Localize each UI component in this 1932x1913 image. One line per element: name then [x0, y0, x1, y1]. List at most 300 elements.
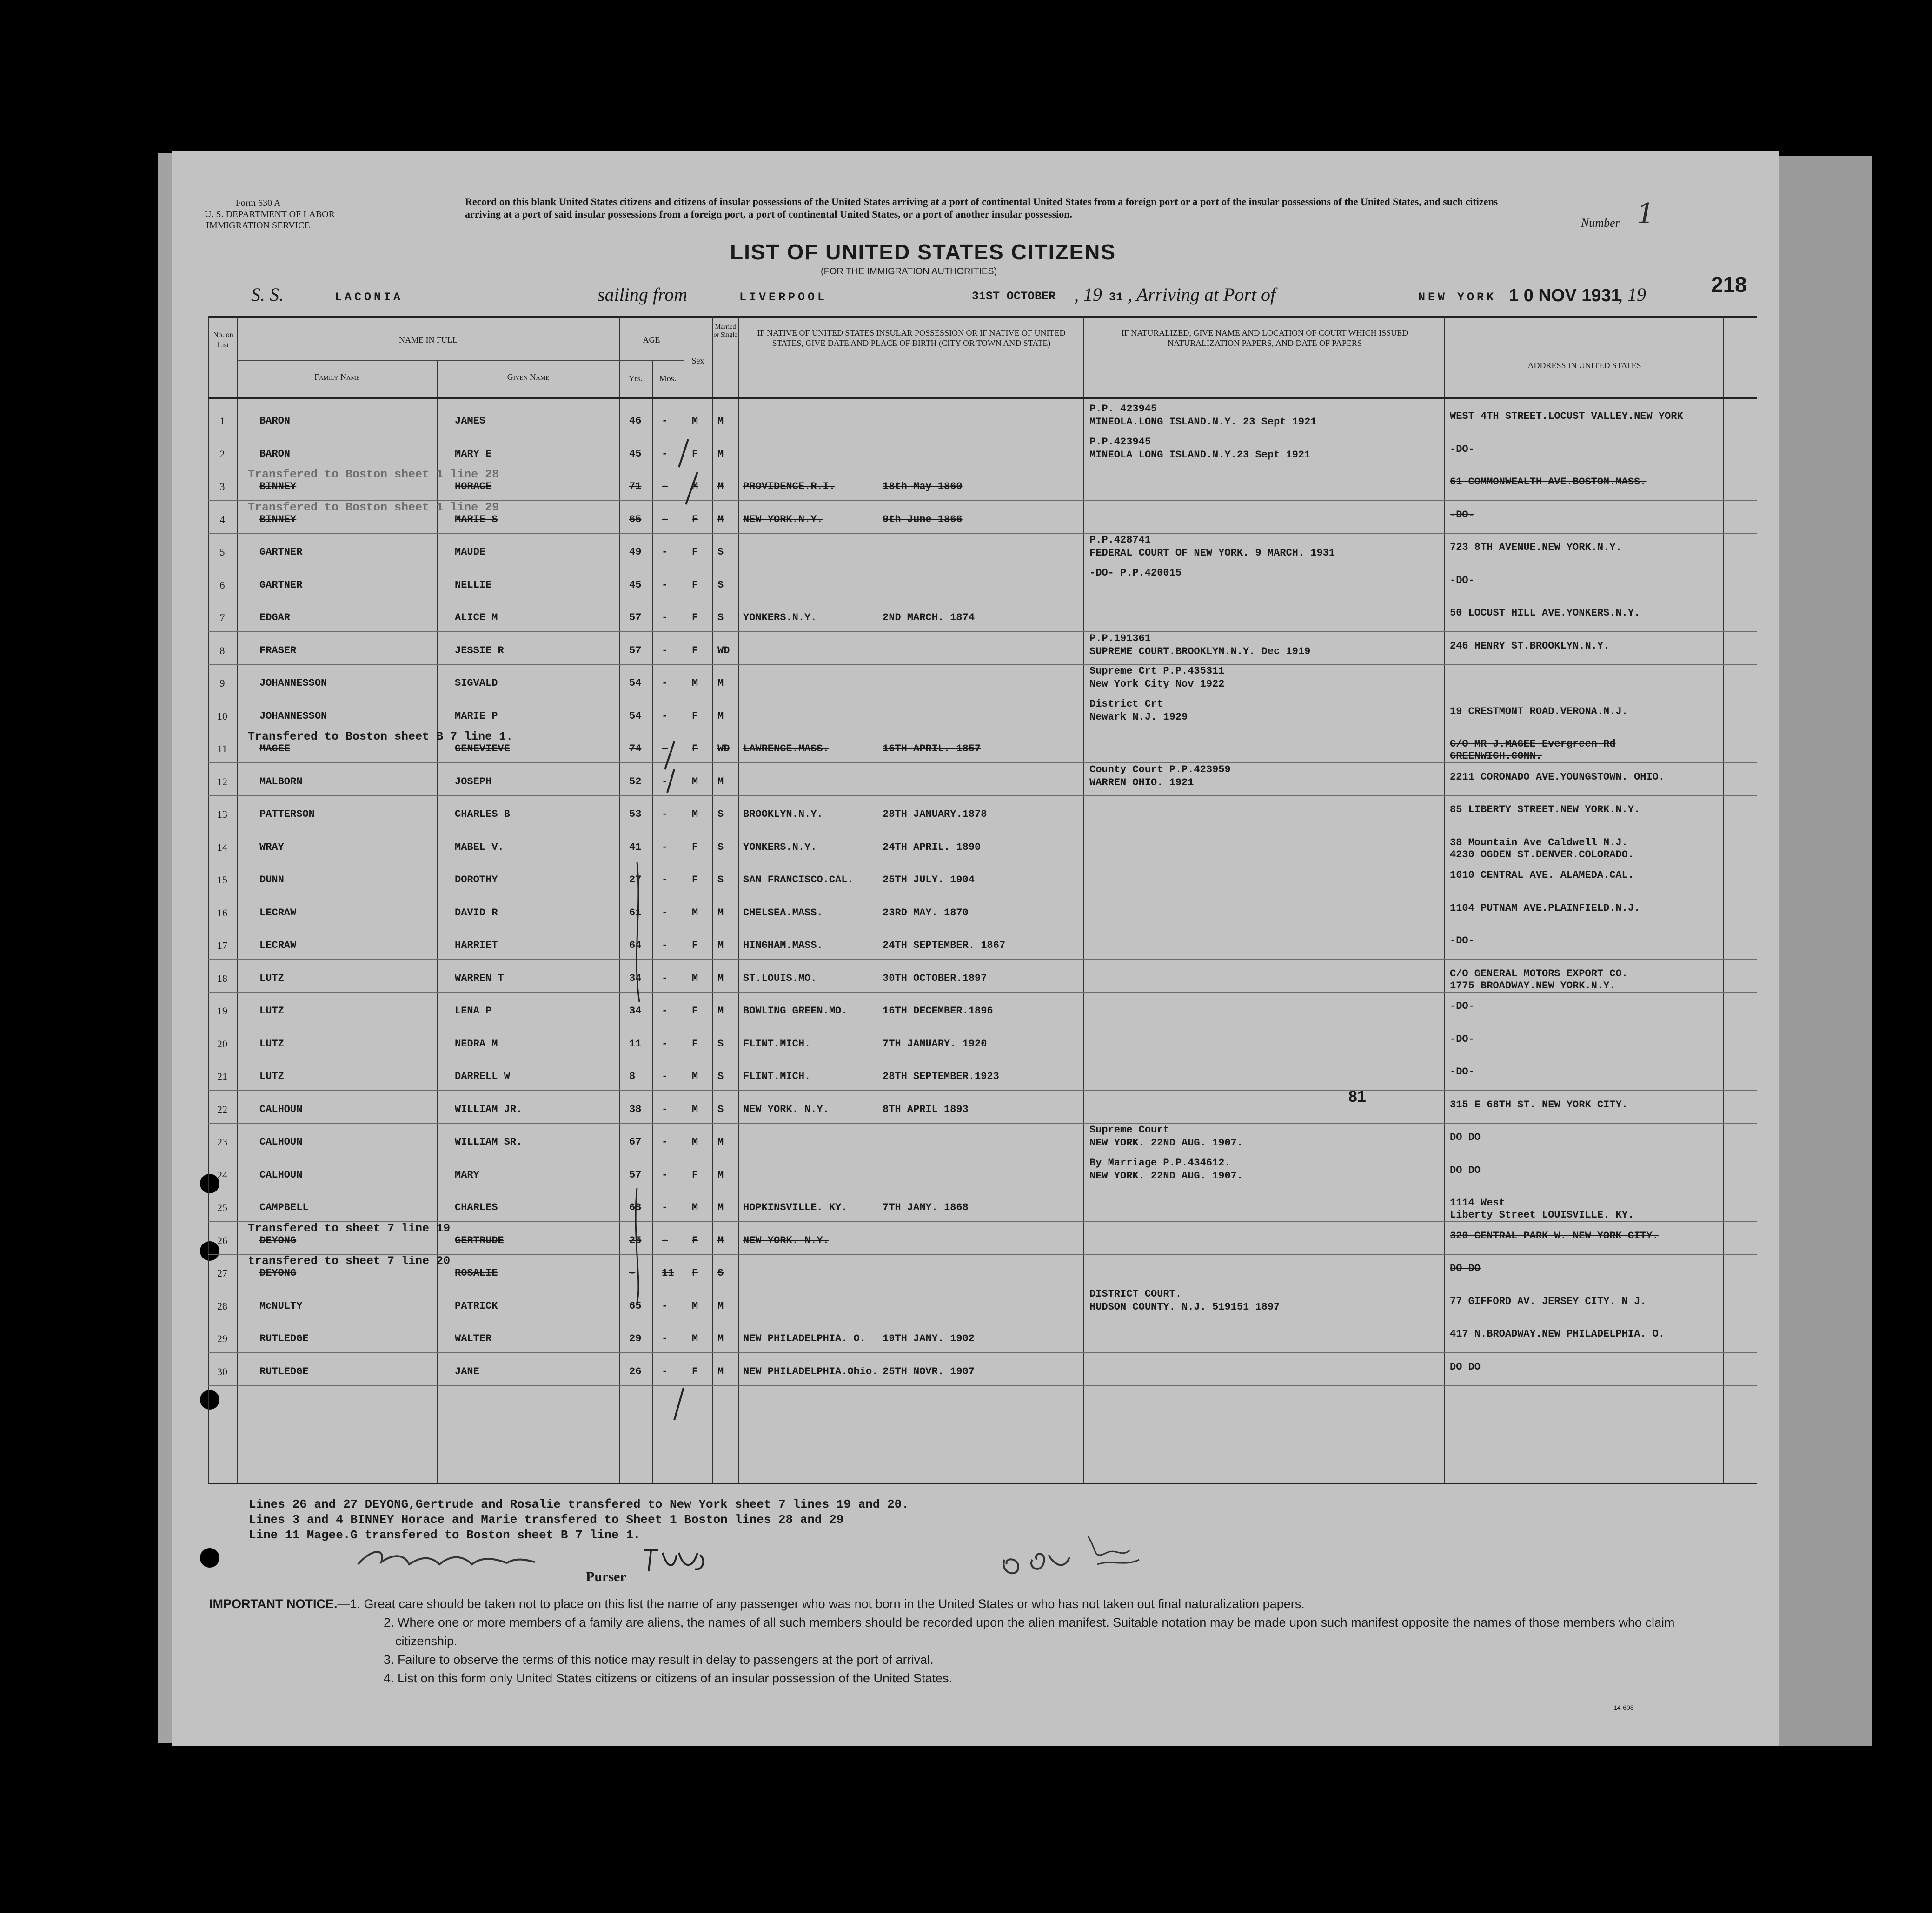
age-months: - [662, 1169, 668, 1181]
table-row [208, 861, 1757, 894]
row-number: 24 [217, 1169, 227, 1181]
birth-date: 2ND MARCH. 1874 [883, 612, 975, 623]
row-number: 6 [219, 579, 225, 591]
page-subtitle: (FOR THE IMMIGRATION AUTHORITIES) [821, 266, 997, 277]
age-years: 57 [629, 1169, 642, 1181]
arriving-label: , Arriving at Port of [1128, 284, 1276, 305]
family-name: LUTZ [259, 1038, 284, 1050]
birth-date: 25TH NOVR. 1907 [883, 1365, 975, 1377]
row-number: 26 [217, 1234, 227, 1246]
sex: F [692, 1267, 698, 1279]
col-header-yrs: Yrs. [628, 374, 643, 383]
given-name: MABEL V. [455, 841, 504, 853]
marital-status: M [717, 1365, 724, 1377]
age-months: - [662, 546, 668, 558]
age-months: - [662, 1103, 668, 1115]
age-months: - [662, 1300, 668, 1312]
col-header-birth: IF NATIVE OF UNITED STATES INSULAR POSSESSION OR IF NATIVE OF UNITED STATES, GIVE DATE AND PLACE OF BIRTH (CITY OR TOWN AND STATE) [757, 328, 1066, 348]
sex: F [692, 710, 698, 722]
age-years: - [629, 1267, 636, 1279]
given-name: JANE [455, 1365, 479, 1377]
family-name: CAMPBELL [259, 1202, 309, 1213]
given-name: CHARLES B [455, 808, 510, 820]
naturalization-line-1: DISTRICT COURT. [1089, 1288, 1182, 1300]
annotation-81: 81 [1348, 1088, 1366, 1105]
age-months: - [662, 481, 668, 492]
marital-status: S [717, 1103, 724, 1115]
transfer-note-inline: Transfered to Boston sheet B 7 line 1. [248, 730, 513, 743]
given-name: JOSEPH [455, 775, 492, 788]
row-number: 21 [217, 1071, 227, 1082]
table-row [208, 533, 1757, 566]
sex: M [692, 1103, 698, 1115]
age-years: 65 [629, 513, 642, 525]
sex: M [692, 972, 698, 984]
table-row [208, 1156, 1757, 1189]
naturalization-line-1: By Marriage P.P.434612. [1089, 1157, 1231, 1169]
row-number: 20 [217, 1038, 227, 1050]
table-row [208, 664, 1757, 697]
family-name: EDGAR [259, 612, 291, 623]
sex: F [692, 546, 698, 558]
date-sailed: 31ST OCTOBER [972, 290, 1056, 303]
birth-place: CHELSEA.MASS. [743, 907, 823, 919]
table-row [208, 697, 1757, 730]
sex: F [692, 1038, 698, 1050]
birth-place: BROOKLYN.N.Y. [743, 808, 823, 820]
family-name: RUTLEDGE [259, 1333, 309, 1344]
row-number: 7 [219, 612, 225, 623]
sex: M [692, 677, 698, 689]
age-months: - [662, 448, 668, 460]
given-name: GERTRUDE [455, 1234, 504, 1246]
sex: F [692, 874, 698, 886]
age-months: - [662, 972, 668, 984]
citizens-list-form [172, 151, 1779, 1746]
marital-status: M [717, 710, 724, 722]
address-line-1: C/O GENERAL MOTORS EXPORT CO. [1450, 967, 1628, 980]
row-number: 18 [217, 972, 227, 984]
family-name: LUTZ [259, 1005, 284, 1017]
marital-status: M [717, 1202, 724, 1213]
marital-status: S [717, 874, 724, 886]
family-name: CALHOUN [259, 1136, 303, 1148]
given-name: MAUDE [455, 546, 486, 558]
birth-date: 30TH OCTOBER.1897 [883, 972, 987, 984]
row-number: 2 [219, 448, 225, 460]
family-name: BARON [259, 448, 291, 460]
naturalization-line-2: NEW YORK. 22ND AUG. 1907. [1089, 1170, 1243, 1182]
given-name: DOROTHY [455, 874, 498, 886]
sex: F [692, 841, 698, 853]
marital-status: M [717, 1333, 724, 1344]
birth-place: BOWLING GREEN.MO. [743, 1005, 848, 1017]
address-line-1: DO DO [1450, 1361, 1481, 1373]
row-number: 1 [219, 415, 225, 427]
family-name: LECRAW [259, 940, 297, 951]
marital-status: M [717, 775, 724, 788]
naturalization-line-2: MINEOLA LONG ISLAND.N.Y.23 Sept 1921 [1089, 449, 1311, 461]
transfer-notes [249, 1497, 909, 1543]
sex: M [692, 1071, 698, 1082]
marital-status: M [717, 1169, 724, 1181]
address-line-1: 38 Mountain Ave Caldwell N.J. [1450, 836, 1628, 848]
table-row [208, 632, 1757, 665]
age-months: - [662, 1136, 668, 1148]
age-months: - [662, 1005, 668, 1017]
birth-date: 16TH DECEMBER.1896 [883, 1005, 993, 1017]
age-months: - [662, 1071, 668, 1082]
row-number: 22 [217, 1103, 227, 1115]
family-name: MALBORN [259, 775, 303, 788]
row-number: 16 [217, 907, 227, 919]
table-row [208, 992, 1757, 1025]
address-line-2: Liberty Street LOUISVILLE. KY. [1450, 1209, 1634, 1221]
port-to: NEW YORK [1418, 291, 1497, 304]
birth-place: HOPKINSVILLE. KY. [743, 1202, 848, 1213]
birth-place: HINGHAM.MASS. [743, 940, 823, 951]
service-name: IMMIGRATION SERVICE [206, 220, 310, 231]
age-years: 41 [629, 841, 642, 853]
row-number: 17 [217, 940, 227, 951]
sex: M [692, 1202, 698, 1213]
naturalization-line-1: Supreme Court [1089, 1124, 1169, 1136]
family-name: DUNN [259, 874, 284, 886]
marital-status: M [717, 1005, 724, 1017]
age-years: 34 [629, 972, 642, 984]
row-number: 29 [217, 1333, 227, 1344]
sex: M [692, 1136, 698, 1148]
family-name: BINNEY [259, 513, 297, 525]
row-number: 23 [217, 1136, 227, 1148]
given-name: MARIE P [455, 710, 498, 722]
age-months: - [662, 1333, 668, 1344]
family-name: CALHOUN [259, 1103, 303, 1115]
year-nineteen: , 19 [1618, 284, 1646, 305]
page-number-218: 218 [1711, 272, 1747, 297]
age-years: 65 [629, 1300, 642, 1312]
birth-date: 24TH SEPTEMBER. 1867 [883, 940, 1006, 951]
notice-item-3: 3. Failure to observe the terms of this notice may result in delay to passengers at the port of arrival. [384, 1653, 934, 1667]
age-years: 61 [629, 907, 642, 919]
naturalization-line-2: New York City Nov 1922 [1089, 678, 1225, 690]
age-months: - [662, 579, 668, 591]
sex: F [692, 579, 698, 591]
address-line-1: 417 N.BROADWAY.NEW PHILADELPHIA. O. [1450, 1328, 1665, 1340]
row-number: 4 [219, 513, 225, 525]
subheader-rule [237, 360, 684, 361]
given-name: HARRIET [455, 940, 498, 951]
row-number: 5 [219, 546, 225, 558]
purser-label: Purser [586, 1569, 626, 1584]
address-line-1: -DO- [1450, 1000, 1474, 1012]
address-line-1: 19 CRESTMONT ROAD.VERONA.N.J. [1450, 705, 1628, 717]
naturalization-line-2: HUDSON COUNTY. N.J. 519151 1897 [1089, 1301, 1280, 1313]
age-months: - [662, 677, 668, 689]
family-name: JOHANNESSON [259, 677, 327, 689]
age-years: 52 [629, 775, 642, 788]
marital-status: M [717, 972, 724, 984]
family-name: GARTNER [259, 546, 303, 558]
transfer-note: Lines 3 and 4 BINNEY Horace and Marie transfered to Sheet 1 Boston lines 28 and 29 [249, 1513, 844, 1527]
birth-place: LAWRENCE.MASS. [743, 743, 829, 755]
given-name: MARY E [455, 448, 492, 460]
birth-date: 9th June 1866 [883, 513, 963, 525]
table-row [208, 435, 1757, 468]
transfer-note-inline: Transfered to Boston sheet 1 line 28 [248, 468, 499, 481]
table-row [208, 1320, 1757, 1353]
col-header-age: AGE [643, 335, 660, 344]
family-name: McNULTY [259, 1300, 303, 1312]
given-name: NELLIE [455, 579, 492, 591]
birth-date: 8TH APRIL 1893 [883, 1103, 969, 1115]
sex: F [692, 448, 698, 460]
birth-place: NEW YORK. N.Y. [743, 1234, 829, 1246]
col-header-given: Given Name [507, 372, 550, 382]
birth-place: NEW YORK.N.Y. [743, 513, 823, 525]
transfer-note-inline: Transfered to sheet 7 line 19 [248, 1221, 451, 1235]
table-row [208, 763, 1757, 796]
table-row [208, 599, 1757, 632]
family-name: DEYONG [259, 1267, 297, 1279]
notice-item-2: 2. Where one or more members of a family are aliens, the names of all such members should be recorded upon the alien manifest. Suitable notation may be made upon such manifest opposite the names of those members who claim citizenship. [384, 1615, 1675, 1648]
row-number: 28 [217, 1300, 227, 1312]
birth-place: NEW PHILADELPHIA. O. [743, 1333, 866, 1344]
naturalization-line-1: County Court P.P.423959 [1089, 763, 1231, 775]
address-line-1: -DO- [1450, 574, 1474, 586]
family-name: DEYONG [259, 1234, 297, 1246]
marital-status: M [717, 677, 724, 689]
naturalization-line-2: NEW YORK. 22ND AUG. 1907. [1089, 1137, 1243, 1149]
sailing-label: sailing from [598, 284, 687, 305]
address-line-1: WEST 4TH STREET.LOCUST VALLEY.NEW YORK [1450, 410, 1683, 422]
col-header-sex: Sex [691, 356, 704, 365]
important-notice: IMPORTANT NOTICE.—1. Great care should be taken not to place on this list the name of any passenger who was not born in the United States or who has not taken out final naturalization papers. 2. Where one or more members of a family are aliens, the names of all such members should be recorded upon the alien manifest. Suitable notation may be made upon such manifest opposite the names of those members who claim citizenship. 3. Failure to observe the terms of this notice may result in delay to passengers at the port of arrival. 4. List on this form only United States citizens or citizens of an insular possession of the United States. [209, 1595, 1697, 1688]
naturalization-line-1: -DO- P.P.420015 [1089, 567, 1182, 579]
sex: M [692, 775, 698, 788]
table-row [208, 1353, 1757, 1386]
birth-place: NEW YORK. N.Y. [743, 1103, 829, 1115]
sex: M [692, 1333, 698, 1344]
table-row [208, 1287, 1757, 1320]
age-months: - [662, 644, 668, 656]
table-row [208, 1254, 1757, 1287]
birth-date: 25TH JULY. 1904 [883, 874, 975, 886]
marital-status: M [717, 940, 724, 951]
age-months: - [662, 1202, 668, 1213]
table-row [208, 795, 1757, 828]
col-header-mos: Mos. [659, 374, 677, 383]
age-months: - [662, 743, 668, 755]
sex: F [692, 1234, 698, 1246]
row-number: 25 [217, 1202, 227, 1213]
age-years: 45 [629, 448, 642, 460]
given-name: NEDRA M [455, 1038, 498, 1050]
birth-place: YONKERS.N.Y. [743, 841, 817, 853]
sex: F [692, 1005, 698, 1017]
naturalization-line-2: SUPREME COURT.BROOKLYN.N.Y. Dec 1919 [1089, 645, 1311, 657]
given-name: MARIE S [455, 513, 498, 525]
given-name: GENEVIEVE [455, 743, 510, 755]
age-years: 54 [629, 710, 642, 722]
notice-heading: IMPORTANT NOTICE. [209, 1597, 338, 1611]
sex: M [692, 808, 698, 820]
table-row [208, 1091, 1757, 1124]
family-name: BINNEY [259, 481, 297, 492]
age-years: 54 [629, 677, 642, 689]
family-name: MAGEE [259, 743, 291, 755]
row-number: 15 [217, 874, 227, 886]
marital-status: M [717, 1300, 724, 1312]
sex: M [692, 415, 698, 427]
address-line-1: -DO- [1450, 1066, 1474, 1078]
marital-status: S [717, 841, 724, 853]
adjacent-page-right [1779, 156, 1872, 1746]
family-name: LECRAW [259, 907, 297, 919]
row-number: 9 [219, 677, 225, 689]
age-years: 25 [629, 1234, 642, 1246]
address-line-1: DO DO [1450, 1164, 1481, 1176]
table-row [208, 960, 1757, 993]
given-name: PATRICK [455, 1300, 498, 1312]
row-number: 10 [217, 710, 227, 722]
family-name: PATTERSON [259, 808, 315, 820]
table-row [208, 1189, 1757, 1222]
birth-place: SAN FRANCISCO.CAL. [743, 874, 854, 886]
address-line-1: C/O MR J.MAGEE Evergreen Rd [1450, 738, 1616, 750]
table-row [208, 927, 1757, 960]
age-years: 34 [629, 1005, 642, 1017]
family-name: LUTZ [259, 1071, 284, 1082]
age-years: 49 [629, 546, 642, 558]
naturalization-line-2: WARREN OHIO. 1921 [1089, 776, 1194, 788]
birth-date: 7TH JANY. 1868 [883, 1202, 969, 1213]
naturalization-line-1: District Crt [1089, 698, 1163, 710]
age-years: 57 [629, 644, 642, 656]
tally-marks [604, 397, 716, 1481]
marital-status: M [717, 513, 724, 525]
table-row [208, 566, 1757, 599]
birth-place: YONKERS.N.Y. [743, 612, 817, 623]
age-years: 53 [629, 808, 642, 820]
marital-status: S [717, 1071, 724, 1082]
table-row [208, 894, 1757, 927]
address-line-1: 1610 CENTRAL AVE. ALAMEDA.CAL. [1450, 869, 1634, 881]
ss-label: S. S. [251, 284, 284, 305]
marital-status: M [717, 907, 724, 919]
row-number: 14 [217, 841, 227, 853]
given-name: ROSALIE [455, 1267, 498, 1279]
marital-status: M [717, 448, 724, 460]
given-name: MARY [455, 1169, 479, 1181]
birth-date: 18th May 1860 [883, 481, 963, 492]
number-label: Number [1581, 216, 1620, 230]
age-years: 67 [629, 1136, 642, 1148]
age-years: 29 [629, 1333, 642, 1344]
col-header-name: NAME IN FULL [399, 335, 458, 344]
age-years: 46 [629, 415, 642, 427]
given-name: JESSIE R [455, 644, 504, 656]
sex: F [692, 1365, 698, 1377]
age-years: 38 [629, 1103, 642, 1115]
row-number: 3 [219, 481, 225, 492]
marital-status: S [717, 1267, 724, 1279]
sex: F [692, 644, 698, 656]
naturalization-line-1: Supreme Crt P.P.435311 [1089, 665, 1225, 677]
birth-date: 7TH JANUARY. 1920 [883, 1038, 987, 1050]
table-row [208, 402, 1757, 435]
row-number: 8 [219, 644, 225, 656]
family-name: FRASER [259, 644, 297, 656]
age-months: - [662, 775, 668, 788]
birth-date: 19TH JANY. 1902 [883, 1333, 975, 1344]
birth-date: 28TH SEPTEMBER.1923 [883, 1071, 999, 1082]
address-line-1: -DO- [1450, 1033, 1474, 1045]
sex: M [692, 481, 698, 492]
age-months: - [662, 1365, 668, 1377]
sex: F [692, 940, 698, 951]
marital-status: S [717, 808, 724, 820]
department-name: U. S. DEPARTMENT OF LABOR [205, 209, 335, 219]
handwritten-mark [1000, 1532, 1149, 1583]
age-months: - [662, 513, 668, 525]
family-name: BARON [259, 415, 291, 427]
given-name: WARREN T [455, 972, 504, 984]
given-name: CHARLES [455, 1202, 498, 1213]
birth-place: FLINT.MICH. [743, 1071, 811, 1082]
row-number: 30 [217, 1365, 227, 1377]
address-line-1: 2211 CORONADO AVE.YOUNGSTOWN. OHIO. [1450, 771, 1665, 783]
col-header-address: ADDRESS IN UNITED STATES [1527, 361, 1641, 370]
table-row [208, 828, 1757, 861]
footer-code: 14-608 [1613, 1704, 1634, 1711]
form-number: Form 630 A [235, 198, 281, 208]
age-years: 71 [629, 481, 642, 492]
table-row [208, 501, 1757, 534]
marital-status: S [717, 612, 724, 623]
age-months: - [662, 710, 668, 722]
address-line-2: 1775 BROADWAY.NEW YORK.N.Y. [1450, 980, 1616, 992]
given-name: LENA P [455, 1005, 492, 1017]
age-months: - [662, 1234, 668, 1246]
address-line-1: -DO- [1450, 443, 1474, 455]
port-from: LIVERPOOL [739, 291, 828, 304]
birth-place: NEW PHILADELPHIA.Ohio. [743, 1365, 878, 1377]
age-months: 11 [662, 1267, 674, 1279]
page-title: LIST OF UNITED STATES CITIZENS [730, 240, 1116, 264]
age-years: 27 [629, 874, 642, 886]
col-header-married: Married or Single [713, 324, 737, 338]
naturalization-line-1: P.P.191361 [1089, 632, 1151, 644]
col-header-naturalized: IF NATURALIZED, GIVE NAME AND LOCATION OF COURT WHICH ISSUED NATURALIZATION PAPERS, AND DATE OF PAPERS [1121, 328, 1408, 348]
sex: F [692, 1169, 698, 1181]
address-line-2: 4230 OGDEN ST.DENVER.COLORADO. [1450, 848, 1634, 861]
age-months: - [662, 808, 668, 820]
family-name: RUTLEDGE [259, 1365, 309, 1377]
transfer-note-inline: transfered to sheet 7 line 20 [248, 1254, 451, 1268]
col-header-no: No. on List [213, 331, 233, 349]
age-years: 45 [629, 579, 642, 591]
binding-hole [200, 1548, 219, 1568]
naturalization-line-2: Newark N.J. 1929 [1089, 711, 1188, 723]
marital-status: WD [717, 644, 730, 656]
table-row [208, 468, 1757, 501]
given-name: HORACE [455, 481, 492, 492]
arrival-date-stamp: 1 0 NOV 1931 [1509, 286, 1621, 305]
naturalization-line-2: FEDERAL COURT OF NEW YORK. 9 MARCH. 1931 [1089, 547, 1335, 559]
sex: M [692, 907, 698, 919]
address-line-1: 246 HENRY ST.BROOKLYN.N.Y. [1450, 640, 1610, 652]
